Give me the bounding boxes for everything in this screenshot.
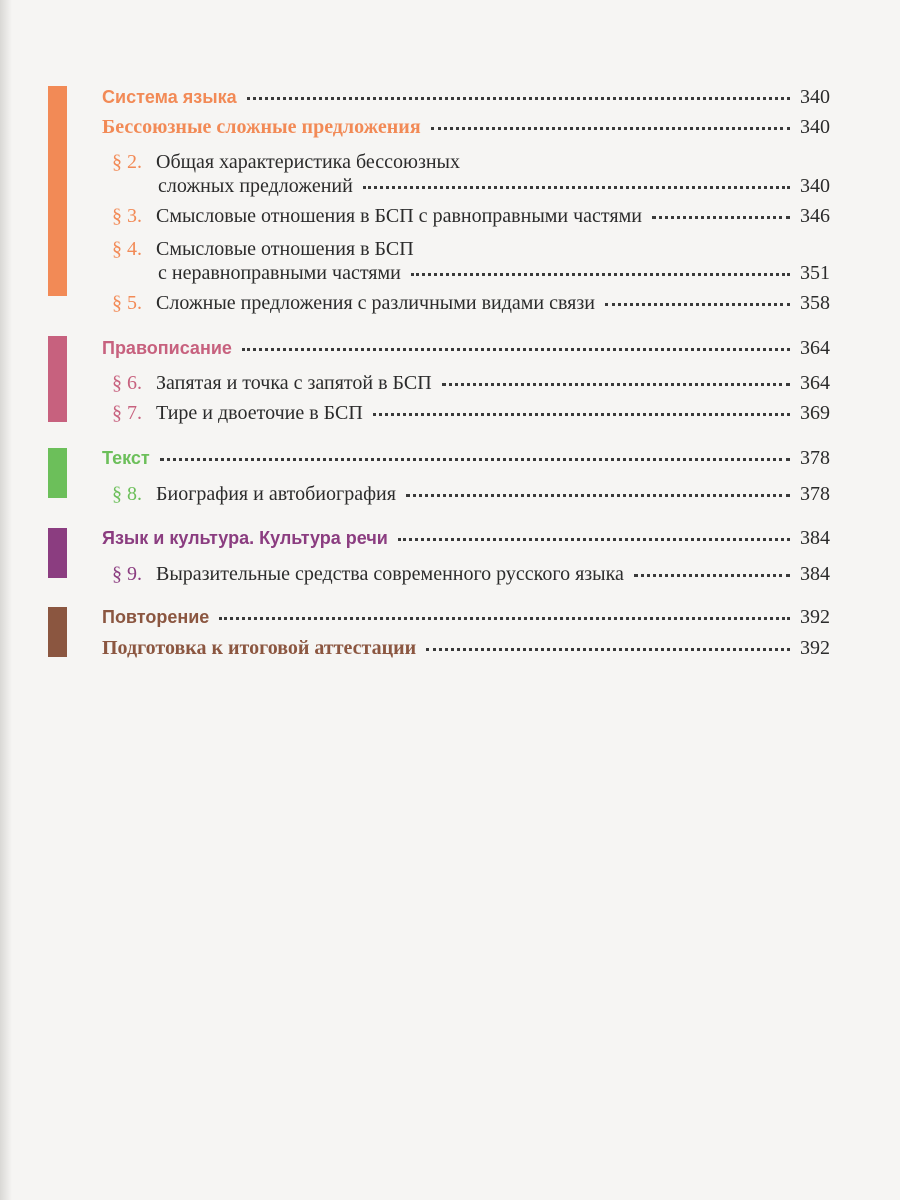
section-title: Текст	[102, 448, 150, 468]
page-edge-shadow	[0, 0, 12, 1200]
toc-entry-p9[interactable]	[112, 563, 830, 586]
dot-leader	[219, 617, 790, 620]
page-number: 340	[800, 86, 830, 108]
page-number: 369	[800, 402, 830, 424]
dot-leader	[398, 538, 790, 541]
paragraph-number: § 2.	[112, 151, 142, 173]
page-number: 340	[800, 116, 830, 138]
entry-title: Биография и автобиография	[156, 483, 396, 505]
toc-entry-p4[interactable]	[158, 262, 830, 285]
page-number: 364	[800, 372, 830, 394]
toc-section-system[interactable]	[102, 86, 830, 109]
toc-entry-p6[interactable]	[112, 372, 830, 395]
toc-entry-p5[interactable]	[112, 292, 830, 315]
toc-section-culture[interactable]	[102, 527, 830, 550]
toc-section-repeat[interactable]	[102, 606, 830, 629]
dot-leader	[411, 273, 790, 276]
entry-title: Запятая и точка с запятой в БСП	[156, 372, 432, 394]
entry-title: Смысловые отношения в БСП с равноправными частями	[156, 205, 642, 227]
dot-leader	[363, 186, 790, 189]
section-title: Система языка	[102, 87, 237, 107]
toc-entry-p7[interactable]	[112, 402, 830, 425]
page-number: 340	[800, 175, 830, 197]
paragraph-number: § 3.	[112, 205, 142, 227]
page-number: 392	[800, 606, 830, 628]
page-number: 378	[800, 447, 830, 469]
entry-title-line1: Смысловые отношения в БСП	[156, 238, 414, 260]
paragraph-number: § 4.	[112, 238, 142, 260]
page-number: 384	[800, 527, 830, 549]
paragraph-number: § 5.	[112, 292, 142, 314]
entry-title: Тире и двоеточие в БСП	[156, 402, 363, 424]
toc-chapter-exam[interactable]	[102, 637, 830, 660]
section-bar-system	[48, 86, 67, 296]
section-bar-culture	[48, 528, 67, 578]
section-bar-repeat	[48, 607, 67, 657]
dot-leader	[431, 127, 790, 130]
paragraph-number: § 9.	[112, 563, 142, 585]
toc-section-text[interactable]	[102, 447, 830, 470]
entry-title-line2: сложных предложений	[158, 175, 353, 197]
toc-section-orthography[interactable]	[102, 337, 830, 360]
section-bar-orthography	[48, 336, 67, 422]
toc-entry-p3[interactable]	[112, 205, 830, 228]
page-number: 346	[800, 205, 830, 227]
entry-title-line1: Общая характеристика бессоюзных	[156, 151, 460, 173]
toc-chapter-bsp[interactable]	[102, 116, 830, 139]
page-number: 358	[800, 292, 830, 314]
page-number: 364	[800, 337, 830, 359]
dot-leader	[426, 648, 790, 651]
toc-entry-p4-line1[interactable]	[112, 238, 414, 261]
entry-title: Сложные предложения с различными видами связи	[156, 292, 595, 314]
dot-leader	[442, 383, 790, 386]
dot-leader	[160, 458, 790, 461]
page-number: 392	[800, 637, 830, 659]
toc-entry-p2-line1[interactable]	[112, 151, 460, 174]
section-title: Язык и культура. Культура речи	[102, 528, 388, 548]
dot-leader	[406, 494, 790, 497]
paragraph-number: § 8.	[112, 483, 142, 505]
entry-title: Выразительные средства современного русского языка	[156, 563, 624, 585]
dot-leader	[634, 574, 790, 577]
page-number: 378	[800, 483, 830, 505]
dot-leader	[373, 413, 790, 416]
dot-leader	[242, 348, 790, 351]
entry-title-line2: с неравноправными частями	[158, 262, 401, 284]
section-title: Правописание	[102, 338, 232, 358]
paragraph-number: § 6.	[112, 372, 142, 394]
dot-leader	[247, 97, 790, 100]
dot-leader	[605, 303, 790, 306]
dot-leader	[652, 216, 790, 219]
toc-entry-p8[interactable]	[112, 483, 830, 506]
section-bar-text	[48, 448, 67, 498]
toc-entry-p2[interactable]	[158, 175, 830, 198]
chapter-title: Подготовка к итоговой аттестации	[102, 637, 417, 659]
page-number: 351	[800, 262, 830, 284]
chapter-title: Бессоюзные сложные предложения	[102, 116, 421, 138]
section-title: Повторение	[102, 607, 210, 627]
page-number: 384	[800, 563, 830, 585]
paragraph-number: § 7.	[112, 402, 142, 424]
